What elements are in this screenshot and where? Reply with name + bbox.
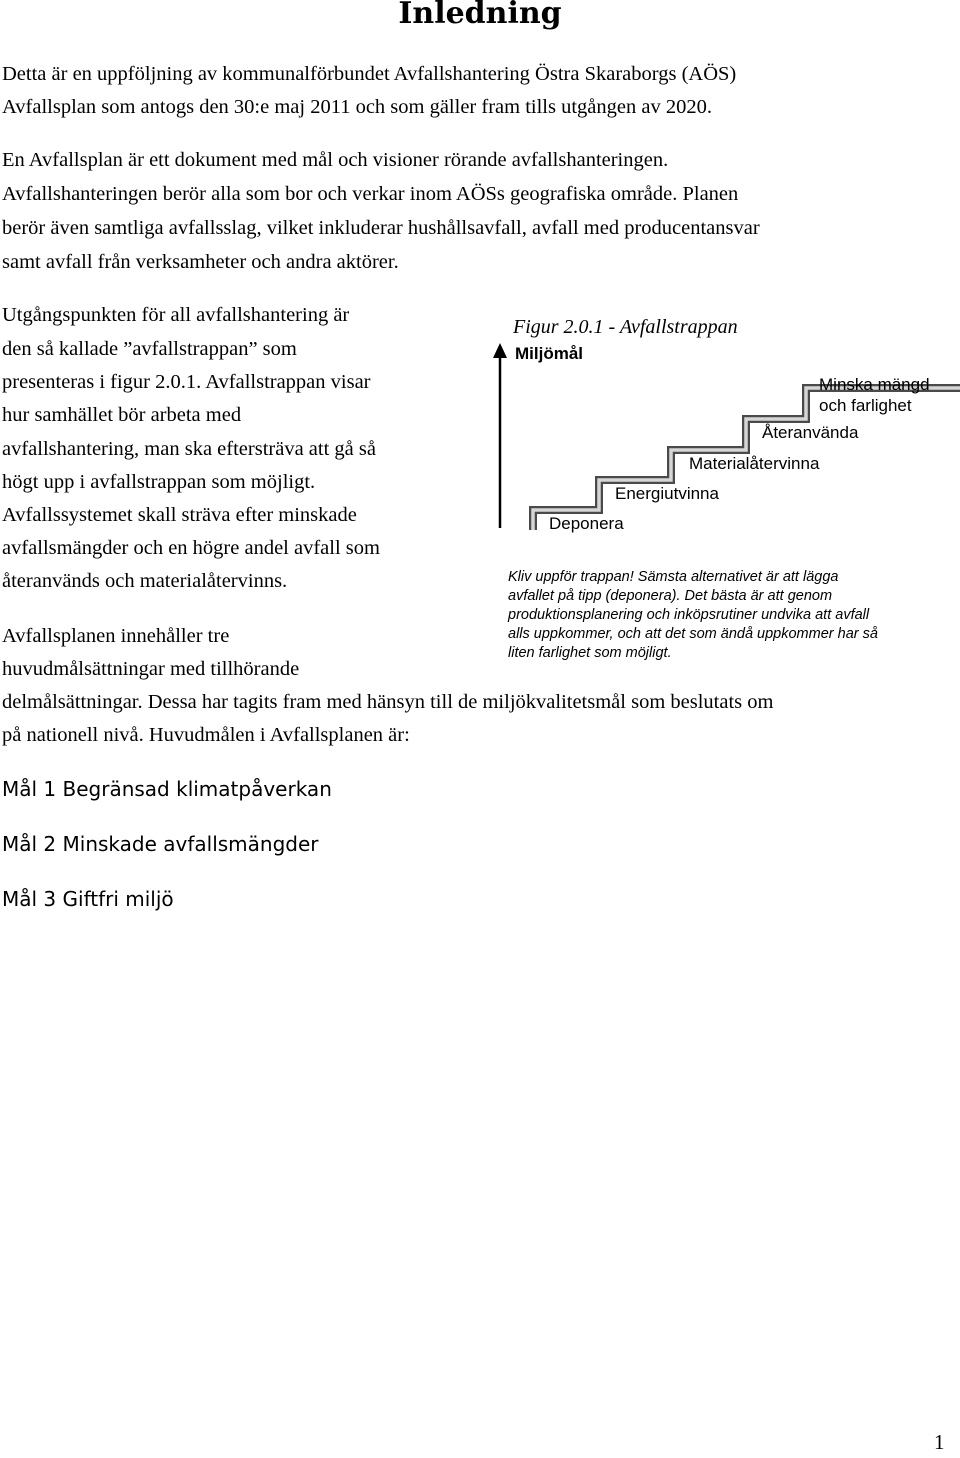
intro-line: Detta är en uppföljning av kommunalförbundet Avfallshantering Östra Skaraborgs (AÖS) [2,63,737,85]
staircase-text-line: Utgångspunkten för all avfallshantering är [2,304,350,326]
arrow-head [493,343,507,358]
staircase-text-line: avfallsmängder och en högre andel avfall som [2,537,380,559]
figure-note-line: avfallet på tipp (deponera). Det bästa är att genom [508,588,833,604]
step-label-energiutvinna: Energiutvinna [615,484,719,503]
staircase-text-line: den så kallade ”avfallstrappan” som [2,338,297,360]
goal-item: Mål 3 Giftfri miljö [2,887,174,911]
staircase-text-line: presenteras i figur 2.0.1. Avfallstrappan visar [2,371,371,393]
step-label-minska [819,374,930,416]
figure-note-line: produktionsplanering och inköpsrutiner undvika att avfall [508,607,870,623]
goals-text-line: delmålsättningar. Dessa har tagits fram med hänsyn till de miljökvalitetsmål som beslutats om [2,691,774,713]
figure-note-line: alls uppkommer, och att det som ändå uppkommer har så [508,626,878,642]
step-label-deponera: Deponera [549,514,624,533]
figure-caption: Figur 2.0.1 - Avfallstrappan [513,316,738,338]
goal-item: Mål 1 Begränsad klimatpåverkan [2,777,332,801]
intro-line: Avfallsplan som antogs den 30:e maj 2011 och som gäller fram tills utgången av 2020. [2,96,712,118]
goals-text-line: Avfallsplanen innehåller tre [2,625,230,647]
staircase-text-line: hur samhället bör arbeta med [2,404,242,426]
goal-item: Mål 2 Minskade avfallsmängder [2,832,319,856]
staircase-text-line: Avfallssystemet skall sträva efter minskade [2,504,357,526]
staircase-text-line: avfallshantering, man ska eftersträva att gå så [2,438,376,460]
goals-text-line: huvudmålsättningar med tillhörande [2,658,300,680]
figure-note-line: liten farlighet som möjligt. [508,645,672,661]
waste-hierarchy-figure [490,312,960,682]
definition-line: En Avfallsplan är ett dokument med mål och visioner rörande avfallshanteringen. [2,149,669,171]
goals-text-line: på nationell nivå. Huvudmålen i Avfallsplanen är: [2,724,410,746]
step-label-minska-line: och farlighet [819,396,912,415]
step-label-ateranvanda: Återanvända [762,423,859,442]
staircase-text-line: högt upp i avfallstrappan som möjligt. [2,471,316,493]
definition-line: samt avfall från verksamheter och andra aktörer. [2,251,399,273]
definition-line: Avfallshanteringen berör alla som bor och verkar inom AÖSs geografiska område. Planen [2,183,739,205]
staircase-text-line: återanvänds och materialåtervinns. [2,570,288,592]
figure-note-line: Kliv uppför trappan! Sämsta alternativet är att lägga [508,569,839,585]
axis-label: Miljömål [515,344,584,363]
page-title: Inledning [398,0,562,31]
page-number: 1 [934,1430,945,1454]
definition-line: berör även samtliga avfallsslag, vilket inkluderar hushållsavfall, avfall med producentansvar [2,217,760,239]
step-label-minska-line: Minska mängd [819,375,930,394]
step-label-materialatervinna: Materialåtervinna [689,454,820,473]
